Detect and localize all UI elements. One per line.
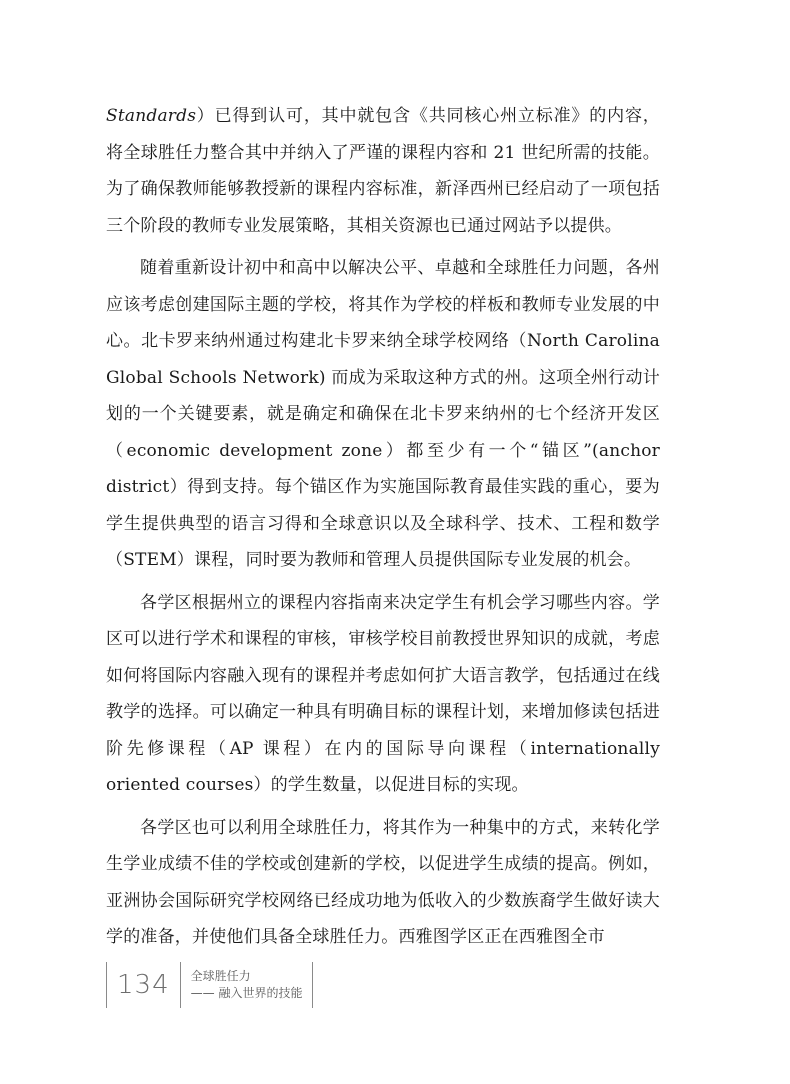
paragraph-3: 各学区根据州立的课程内容指南来决定学生有机会学习哪些内容。学区可以进行学术和课程的审核，审核学校目前教授世界知识的成就，考虑如何将国际内容融入现有的课程并考虑如何扩大语言教学，包括通过在线教学的选择。可以确定一种具有明确目标的课程计划，来增加修读包括进阶先修课程（AP 课程）在内的国际导向课程（internationally oriented courses）的学生数量，以促进目标的实现。 bbox=[106, 592, 660, 795]
book-title-line-2: —— 融入世界的技能 bbox=[190, 986, 303, 1000]
paragraph-4: 各学区也可以利用全球胜任力，将其作为一种集中的方式，来转化学生学业成绩不佳的学校或创建新的学校，以促进学生成绩的提高。例如，亚洲协会国际研究学校网络已经成功地为低收入的少数族裔学生做好读大学的准备，并使他们具备全球胜任力。西雅图学区正在西雅图全市 bbox=[106, 817, 660, 947]
paragraph-1 bbox=[106, 98, 660, 244]
page-number: 134 bbox=[117, 970, 170, 1000]
paragraph-1-italic: Standards bbox=[106, 106, 197, 126]
book-title-line-1: 全球胜任力 bbox=[190, 969, 251, 983]
paragraph-2: 随着重新设计初中和高中以解决公平、卓越和全球胜任力问题，各州应该考虑创建国际主题的学校，将其作为学校的样板和教师专业发展的中心。北卡罗来纳州通过构建北卡罗来纳全球学校网络（North Carolina Global Schools Network) 而成为采取这种方式的州。这项全州行动计划的一个关键要素，就是确定和确保在北卡罗来纳州的七个经济开发区（economic development zone）都至少有一个“锚区”(anchor district）得到支持。每个锚区作为实施国际教育最佳实践的重心，要为学生提供典型的语言习得和全球意识以及全球科学、技术、工程和数学（STEM）课程，同时要为教师和管理人员提供国际专业发展的机会。 bbox=[106, 258, 660, 570]
page-footer bbox=[106, 962, 313, 1008]
book-title bbox=[181, 968, 313, 1002]
page-body bbox=[106, 98, 660, 962]
footer-divider-right bbox=[312, 962, 313, 1008]
paragraph-1-text: ）已得到认可，其中就包含《共同核心州立标准》的内容，将全球胜任力整合其中并纳入了严谨的课程内容和 21 世纪所需的技能。为了确保教师能够教授新的课程内容标准，新泽西州已经启动了一项包括三个阶段的教师专业发展策略，其相关资源也已通过网站予以提供。 bbox=[106, 106, 660, 236]
